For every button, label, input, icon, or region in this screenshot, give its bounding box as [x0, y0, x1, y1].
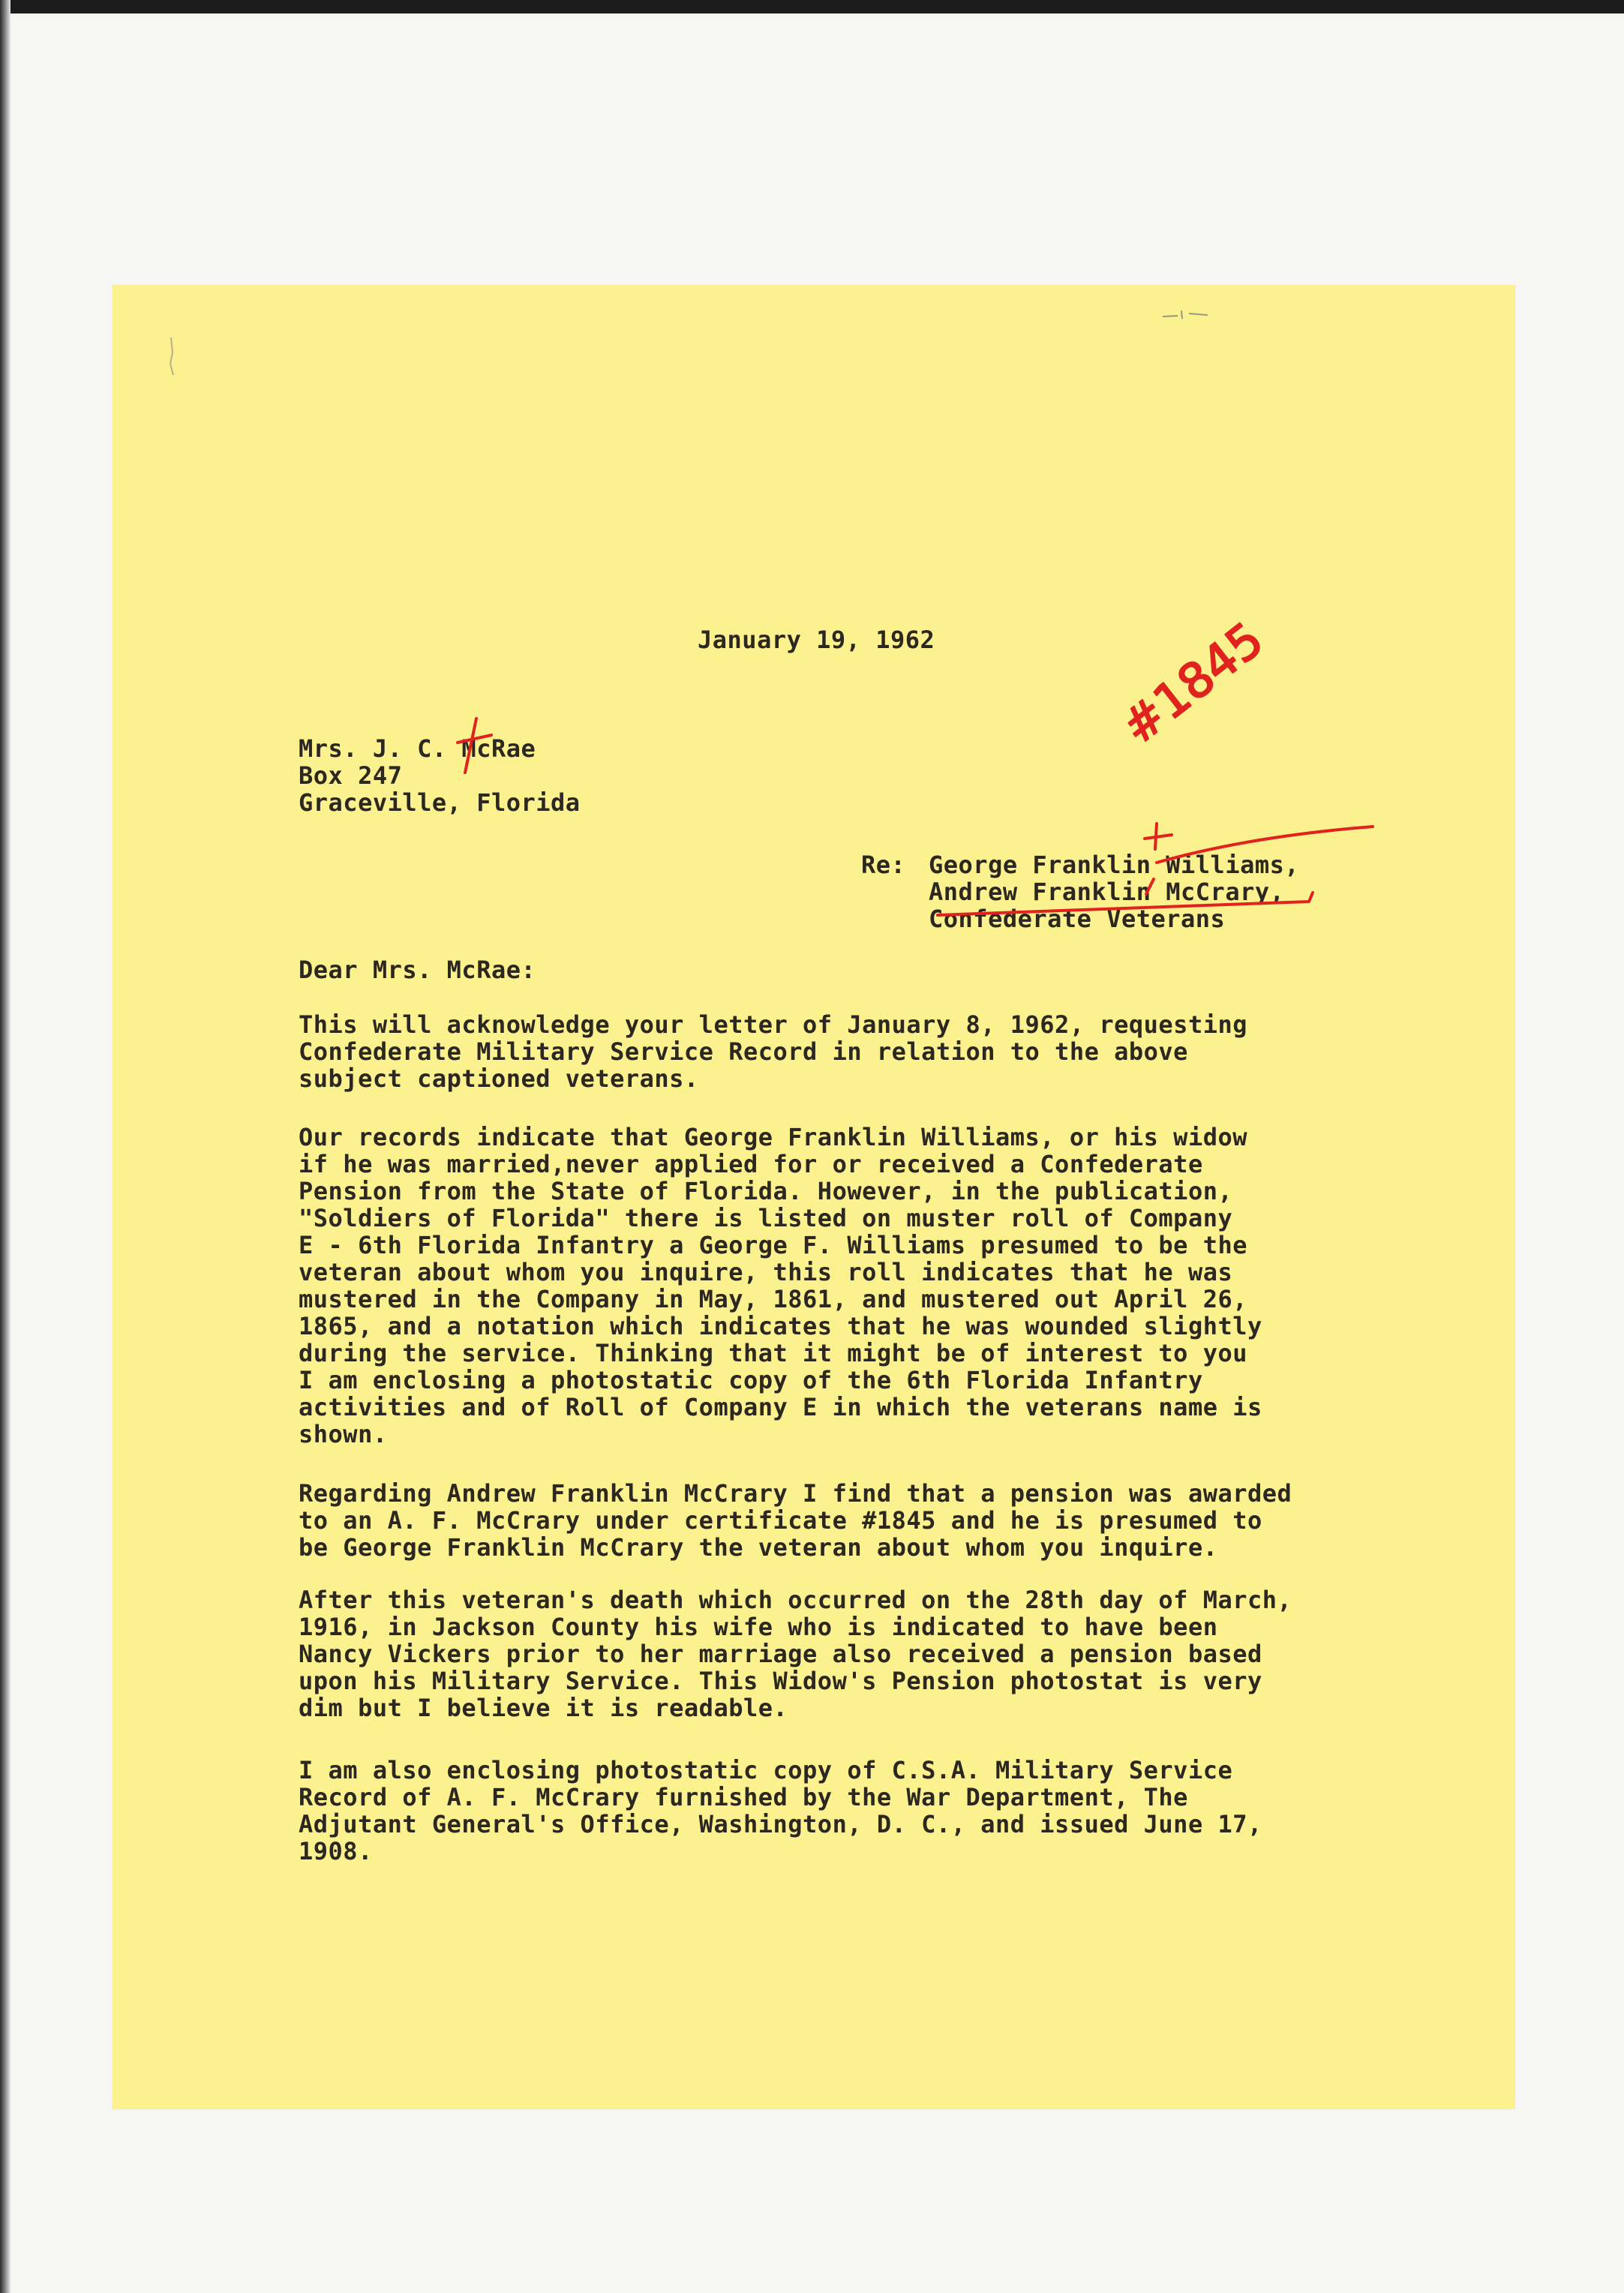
text-line: Adjutant General's Office, Washington, D. C., and issued June 17,: [299, 1810, 1262, 1838]
scan-top-edge: [0, 0, 1624, 14]
text-line: if he was married,never applied for or received a Confederate: [299, 1150, 1203, 1178]
text-line: mustered in the Company in May, 1861, and mustered out April 26,: [299, 1285, 1247, 1313]
margin-scribble: [165, 334, 180, 379]
text-line: Nancy Vickers prior to her marriage also received a pension based: [299, 1640, 1262, 1668]
text-line: Regarding Andrew Franklin McCrary I find that a pension was awarded: [299, 1479, 1292, 1508]
text-line: Record of A. F. McCrary furnished by the War Department, The: [299, 1783, 1188, 1811]
paragraph-5: [299, 1757, 1401, 1865]
paragraph-1: [299, 1011, 1401, 1092]
salutation: Dear Mrs. McRae:: [299, 956, 536, 984]
subject-line-1: George Franklin Williams,: [929, 851, 1300, 879]
subject-line-3: Confederate Veterans: [929, 905, 1226, 933]
ink-number-text: #1845: [1112, 612, 1274, 756]
text-line: 1916, in Jackson County his wife who is indicated to have been: [299, 1613, 1218, 1641]
text-line: "Soldiers of Florida" there is listed on muster roll of Company: [299, 1204, 1233, 1232]
text-line: during the service. Thinking that it might be of interest to you: [299, 1339, 1247, 1367]
pencil-mark: [1159, 308, 1211, 323]
letter-sheet: [113, 285, 1515, 2109]
letter-date: January 19, 1962: [698, 626, 935, 654]
recipient-name: Mrs. J. C. McRae: [299, 734, 536, 763]
subject-line-2: Andrew Franklin McCrary,: [929, 878, 1285, 906]
text-line: activities and of Roll of Company E in which the veterans name is: [299, 1393, 1262, 1421]
text-line: 1865, and a notation which indicates that he was wounded slightly: [299, 1312, 1262, 1340]
text-line: 1908.: [299, 1837, 373, 1865]
text-line: to an A. F. McCrary under certificate #1845 and he is presumed to: [299, 1506, 1262, 1535]
text-line: be George Franklin McCrary the veteran about whom you inquire.: [299, 1533, 1218, 1562]
text-line: Confederate Military Service Record in relation to the above: [299, 1037, 1188, 1066]
re-label: Re:: [861, 851, 906, 879]
text-line: dim but I believe it is readable.: [299, 1694, 788, 1722]
paragraph-2: [299, 1124, 1401, 1448]
paragraph-4: [299, 1586, 1401, 1721]
text-line: Pension from the State of Florida. However, in the publication,: [299, 1177, 1233, 1205]
text-line: I am enclosing a photostatic copy of the 6th Florida Infantry: [299, 1366, 1203, 1394]
text-line: After this veteran's death which occurred on the 28th day of March,: [299, 1586, 1292, 1614]
ink-cross-subject: [1145, 824, 1172, 849]
text-line: veteran about whom you inquire, this roll indicates that he was: [299, 1258, 1233, 1286]
text-line: subject captioned veterans.: [299, 1064, 699, 1093]
text-line: I am also enclosing photostatic copy of C.S.A. Military Service: [299, 1756, 1233, 1784]
paragraph-3: [299, 1480, 1401, 1561]
recipient-address: [299, 735, 581, 816]
text-line: shown.: [299, 1420, 388, 1448]
recipient-box: Box 247: [299, 761, 403, 790]
text-line: upon his Military Service. This Widow's Pension photostat is very: [299, 1667, 1262, 1695]
recipient-city: Graceville, Florida: [299, 788, 581, 817]
subject-line: [929, 851, 1299, 932]
text-line: This will acknowledge your letter of January 8, 1962, requesting: [299, 1010, 1247, 1039]
scan-left-edge: [0, 0, 11, 2293]
text-line: Our records indicate that George Franklin Williams, or his widow: [299, 1123, 1247, 1151]
text-line: E - 6th Florida Infantry a George F. Williams presumed to be the: [299, 1231, 1247, 1259]
ink-number-1845: [1112, 612, 1274, 756]
